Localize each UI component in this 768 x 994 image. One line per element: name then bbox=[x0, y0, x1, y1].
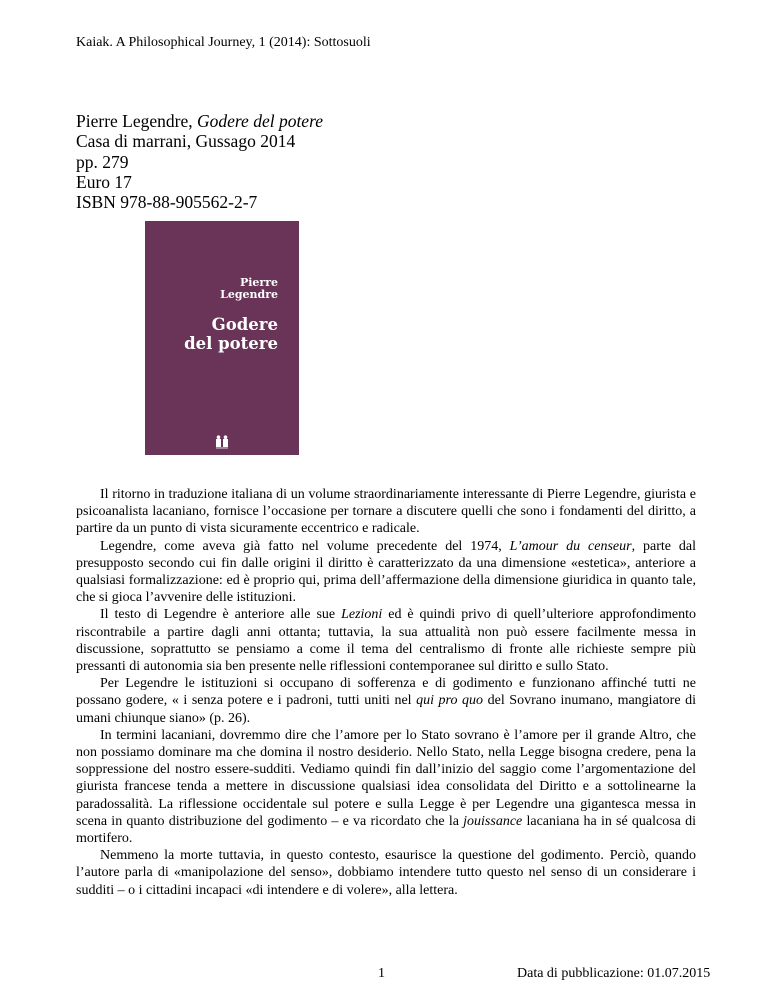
italic-title-text: qui pro quo bbox=[416, 693, 484, 709]
paragraph-text: Per Legendre le istituzioni si occupano di sofferenza e di godimento e funzionano affinché tutti ne possano godere, « i senza potere e i padroni, tutti uniti nel bbox=[76, 676, 696, 709]
review-body bbox=[76, 486, 696, 899]
paragraph-text: Il testo di Legendre è anteriore alle sue bbox=[100, 607, 342, 623]
cover-author bbox=[220, 277, 278, 301]
review-paragraph bbox=[76, 606, 696, 675]
review-paragraph bbox=[76, 727, 696, 847]
book-pages: pp. 279 bbox=[76, 151, 129, 172]
review-paragraph bbox=[76, 847, 696, 899]
paragraph-text: Legendre, come aveva già fatto nel volume precedente del 1974, bbox=[100, 538, 510, 554]
cover-title-line: del potere bbox=[184, 334, 278, 353]
running-header bbox=[76, 34, 371, 51]
cover-title-line: Godere bbox=[211, 315, 278, 334]
book-price: Euro 17 bbox=[76, 171, 132, 192]
cover-author-line: Pierre bbox=[239, 276, 278, 289]
paragraph-text: Il ritorno in traduzione italiana di un volume straordinariamente interessante di Pierre Legendre, giurista e psicoanalista lacaniano, fornisce l’occasione per tornare a discutere quelli che sono i fondamenti del diritto, a partire da un punto di vista sicuramente eccentrico e radicale. bbox=[76, 487, 696, 537]
review-paragraph bbox=[76, 675, 696, 727]
journal-citation: Kaiak. A Philosophical Journey, 1 (2014): Sottosuoli bbox=[76, 35, 371, 50]
book-cover-image bbox=[145, 221, 299, 455]
paragraph-text: lacaniana ha in sé qualcosa di mortifero. bbox=[76, 813, 696, 847]
italic-title-text: jouissance bbox=[463, 813, 523, 829]
author-title-line: Pierre Legendre, Godere del potere bbox=[76, 111, 324, 131]
paragraph-text: del Sovrano inumano, mangiatore di umani chiunque siano» (p. 26). bbox=[76, 693, 696, 726]
book-title: Godere del potere bbox=[196, 111, 324, 131]
paragraph-text: ed è quindi privo di quell’ulteriore approfondimento riscontrabile a partire dagli anni ottanta; tuttavia, la sua attualità non può essere facilmente messa in discussione, soprattutto se pensiamo a come il tema del centralismo di fronte alle richieste sempre più pressanti di autonomia sia ben presente nelle riflessioni contemporanee sul diritto e sullo Stato. bbox=[76, 607, 696, 675]
paragraph-text: Nemmeno la morte tuttavia, in questo contesto, esaurisce la questione del godimento. Perciò, quando l’autore parla di «manipolazione del senso», dobbiamo intendere tutto questo nel senso di un considerare i sudditi – o i cittadini incapaci «di intendere e di volere», alla lettera. bbox=[76, 848, 696, 898]
review-paragraph bbox=[76, 486, 696, 538]
book-author: Pierre Legendre bbox=[76, 111, 189, 131]
cover-author-line: Legendre bbox=[220, 288, 278, 301]
publisher-logo-icon bbox=[215, 435, 229, 449]
publication-date: Data di pubblicazione: 01.07.2015 bbox=[517, 966, 711, 981]
book-publisher: Casa di marrani, Gussago 2014 bbox=[76, 131, 296, 152]
bibliographic-info bbox=[76, 111, 323, 212]
review-paragraph bbox=[76, 538, 696, 607]
book-isbn: ISBN 978-88-905562-2-7 bbox=[76, 192, 258, 213]
cover-title bbox=[184, 315, 278, 353]
paragraph-text: In termini lacaniani, dovremmo dire che l’amore per lo Stato sovrano è l’amore per il grande Altro, che non possiamo dominare ma che domina il nostro desiderio. Nello Stato, nella Legge bisogna credere, pena la soppressione del nostro essere-sudditi. Vediamo quindi fin dall’inizio del saggio come l’argomentazione del giurista francese tenda a mettere in discussione qualsiasi idea consolidata del Diritto e a sottolinearne la paradossalità. La riflessione occidentale sul potere e sulla Legge è per Legendre una gigantesca messa in scena in quanto distribuzione del godimento – e va ricordato che la bbox=[76, 727, 696, 829]
italic-title-text: Lezioni bbox=[341, 607, 383, 623]
paragraph-text: , parte dal presupposto secondo cui fin dalle origini il diritto è caratterizzato da una dimensione «estetica», anteriore a qualsiasi formalizzazione: ed è proprio qui, prima dell’affermazione della dimensione giuridica in quanto tale, che si gioca l’avvenire delle istituzioni. bbox=[76, 538, 696, 606]
italic-title-text: L’amour du censeur bbox=[509, 538, 632, 554]
page-number: 1 bbox=[378, 966, 385, 981]
